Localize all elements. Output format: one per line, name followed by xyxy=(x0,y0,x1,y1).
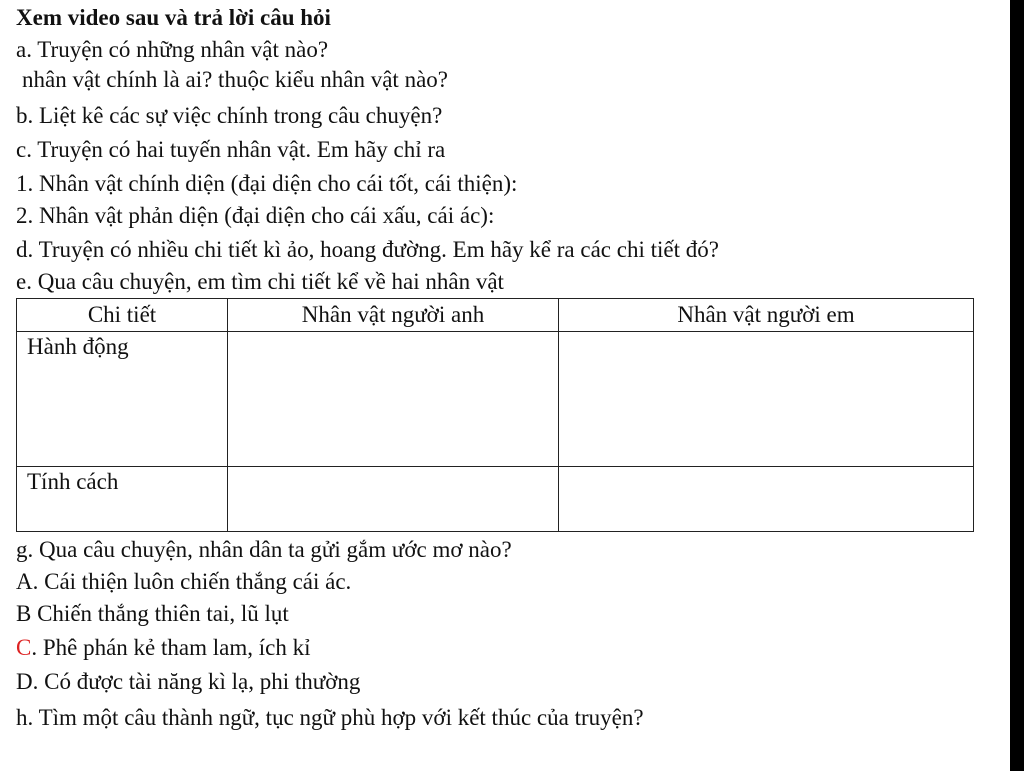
header-younger-brother: Nhân vật người em xyxy=(559,299,974,332)
option-d: D. Có được tài năng kì lạ, phi thường xyxy=(16,669,361,694)
question-c-item-2: 2. Nhân vật phản diện (đại diện cho cái xấu, cái ác): xyxy=(16,203,495,228)
question-c: c. Truyện có hai tuyến nhân vật. Em hãy chỉ ra xyxy=(16,137,446,162)
question-e: e. Qua câu chuyện, em tìm chi tiết kể về hai nhân vật xyxy=(16,269,504,294)
option-c xyxy=(16,634,310,662)
question-h: h. Tìm một câu thành ngữ, tục ngữ phù hợp với kết thúc của truyện? xyxy=(16,705,644,730)
worksheet-title: Xem video sau và trả lời câu hỏi xyxy=(16,5,331,30)
cell-older-personality xyxy=(228,467,559,532)
option-c-text: . Phê phán kẻ tham lam, ích kỉ xyxy=(31,635,311,660)
question-g: g. Qua câu chuyện, nhân dân ta gửi gắm ước mơ nào? xyxy=(16,537,512,562)
table-header-row xyxy=(17,299,974,332)
table-row xyxy=(17,467,974,532)
row-label-personality: Tính cách xyxy=(17,467,228,532)
cell-younger-action xyxy=(559,332,974,467)
question-c-item-1: 1. Nhân vật chính diện (đại diện cho cái tốt, cái thiện): xyxy=(16,171,518,196)
header-older-brother: Nhân vật người anh xyxy=(228,299,559,332)
table-row xyxy=(17,332,974,467)
header-detail: Chi tiết xyxy=(17,299,228,332)
question-a-followup: nhân vật chính là ai? thuộc kiểu nhân vật nào? xyxy=(22,67,448,92)
question-b: b. Liệt kê các sự việc chính trong câu chuyện? xyxy=(16,103,443,128)
option-a: A. Cái thiện luôn chiến thắng cái ác. xyxy=(16,569,352,594)
cell-older-action xyxy=(228,332,559,467)
question-d: d. Truyện có nhiều chi tiết kì ảo, hoang đường. Em hãy kể ra các chi tiết đó? xyxy=(16,237,719,262)
option-b: B Chiến thắng thiên tai, lũ lụt xyxy=(16,601,289,626)
question-a: a. Truyện có những nhân vật nào? xyxy=(16,37,329,62)
comparison-table xyxy=(16,298,974,532)
cell-younger-personality xyxy=(559,467,974,532)
row-label-action: Hành động xyxy=(17,332,228,467)
option-c-letter: C xyxy=(16,635,32,660)
